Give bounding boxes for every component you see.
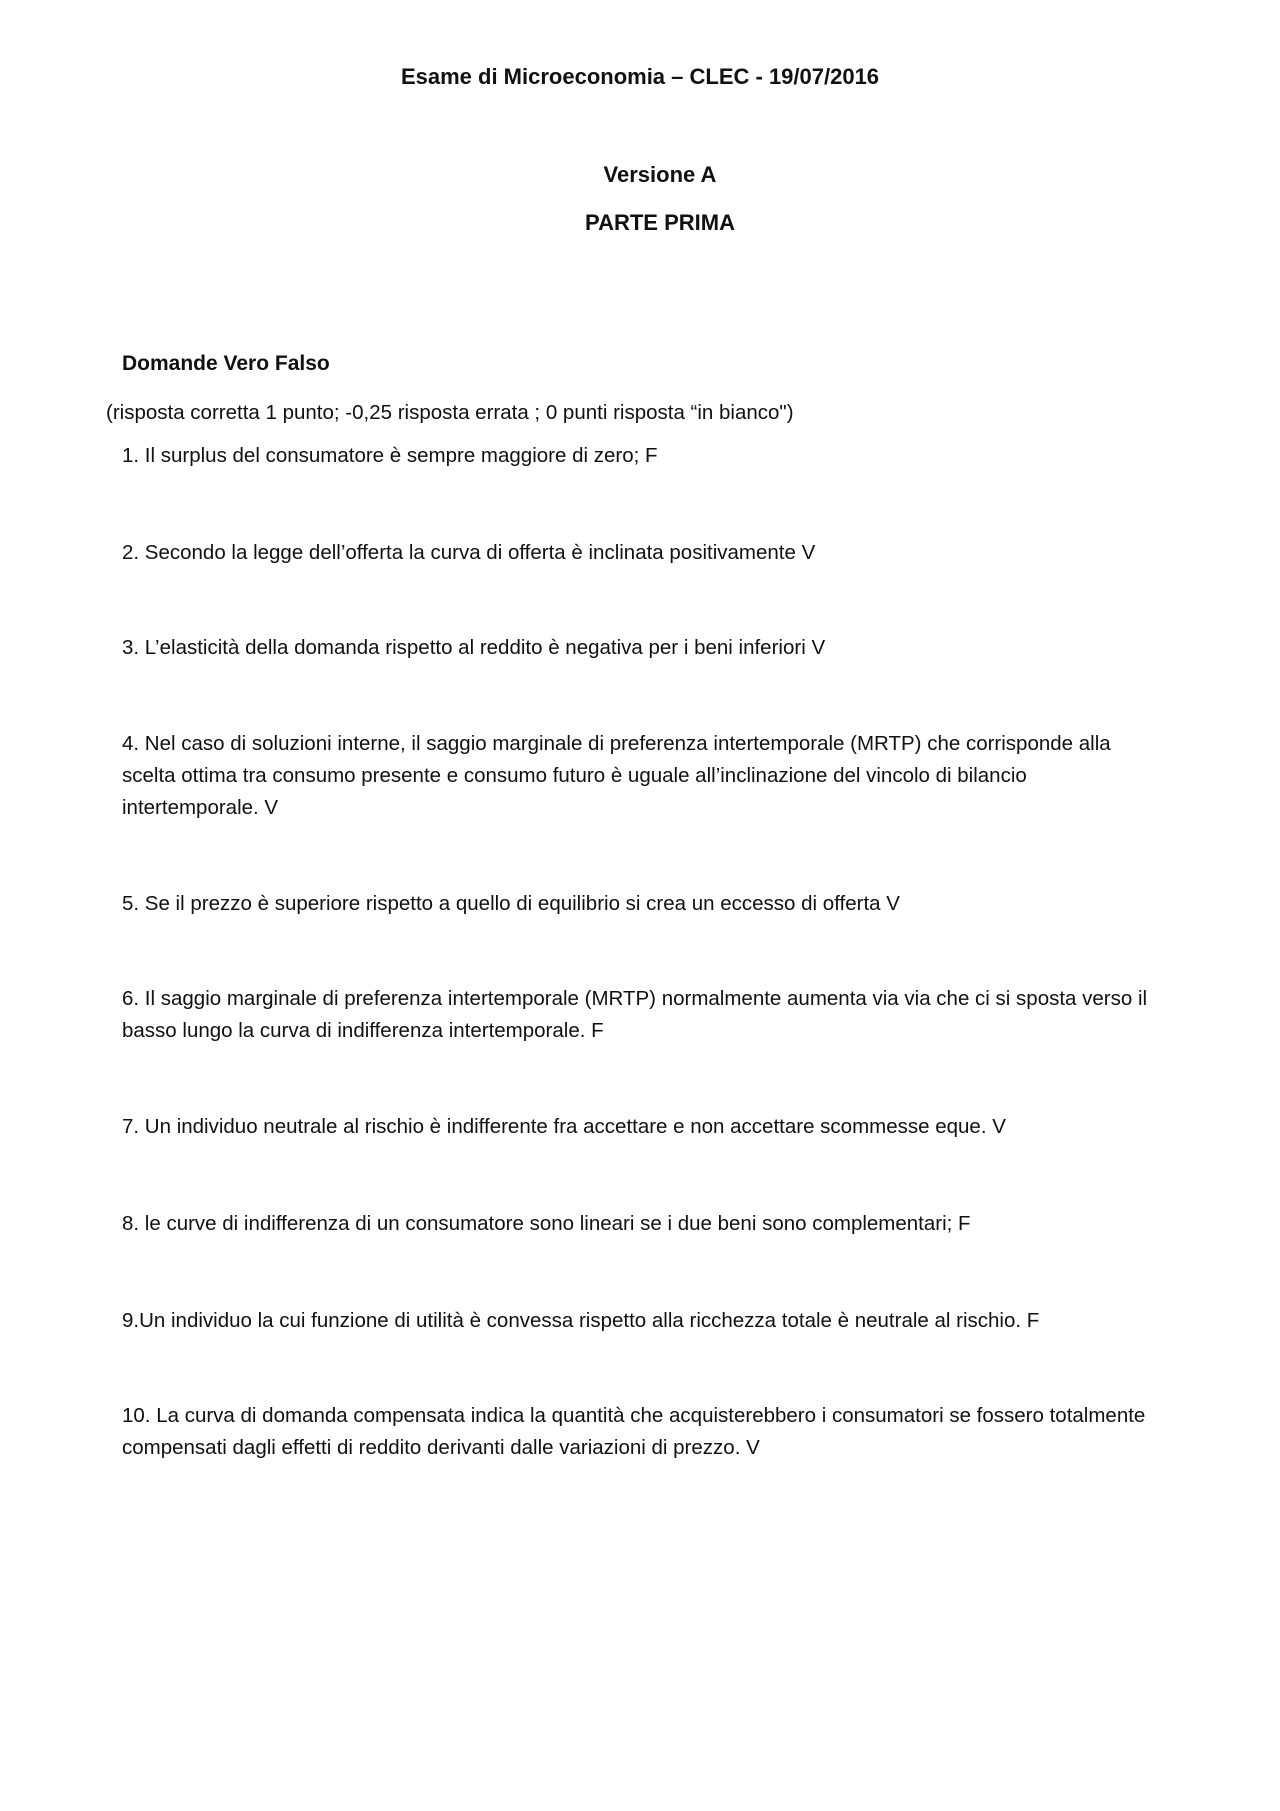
scoring-note: (risposta corretta 1 punto; -0,25 risposta errata ; 0 punti risposta “in bianco") (106, 401, 794, 424)
section-heading: Domande Vero Falso (122, 352, 330, 375)
exam-title: Esame di Microeconomia – CLEC - 19/07/2016 (400, 64, 880, 89)
version-label: Versione A (603, 162, 717, 187)
question-7: 7. Un individuo neutrale al rischio è indifferente fra accettare e non accettare scommesse eque. V (122, 1115, 1006, 1138)
part-label: PARTE PRIMA (585, 210, 735, 235)
question-6: 6. Il saggio marginale di preferenza intertemporale (MRTP) normalmente aumenta via via che ci si sposta verso il basso lungo la curva di indifferenza intertemporale. F (122, 987, 1148, 1042)
question-10: 10. La curva di domanda compensata indica la quantità che acquisterebbero i consumatori se fossero totalmente compensati dagli effetti di reddito derivanti dalle variazioni di prezzo. V (122, 1404, 1146, 1459)
question-3: 3. L’elasticità della domanda rispetto al reddito è negativa per i beni inferiori V (122, 636, 826, 659)
question-8: 8. le curve di indifferenza di un consumatore sono lineari se i due beni sono complementari; F (122, 1212, 971, 1235)
question-1: 1. Il surplus del consumatore è sempre maggiore di zero; F (122, 444, 658, 467)
question-4: 4. Nel caso di soluzioni interne, il saggio marginale di preferenza intertemporale (MRTP) che corrisponde alla scelta ottima tra consumo presente e consumo futuro è uguale all’inclinazione del vincolo di bilancio intertemporale. V (122, 732, 1111, 819)
question-5: 5. Se il prezzo è superiore rispetto a quello di equilibrio si crea un eccesso di offerta V (122, 892, 900, 915)
question-9: 9.Un individuo la cui funzione di utilità è convessa rispetto alla ricchezza totale è neutrale al rischio. F (122, 1309, 1040, 1332)
question-2: 2. Secondo la legge dell’offerta la curva di offerta è inclinata positivamente V (122, 541, 816, 564)
